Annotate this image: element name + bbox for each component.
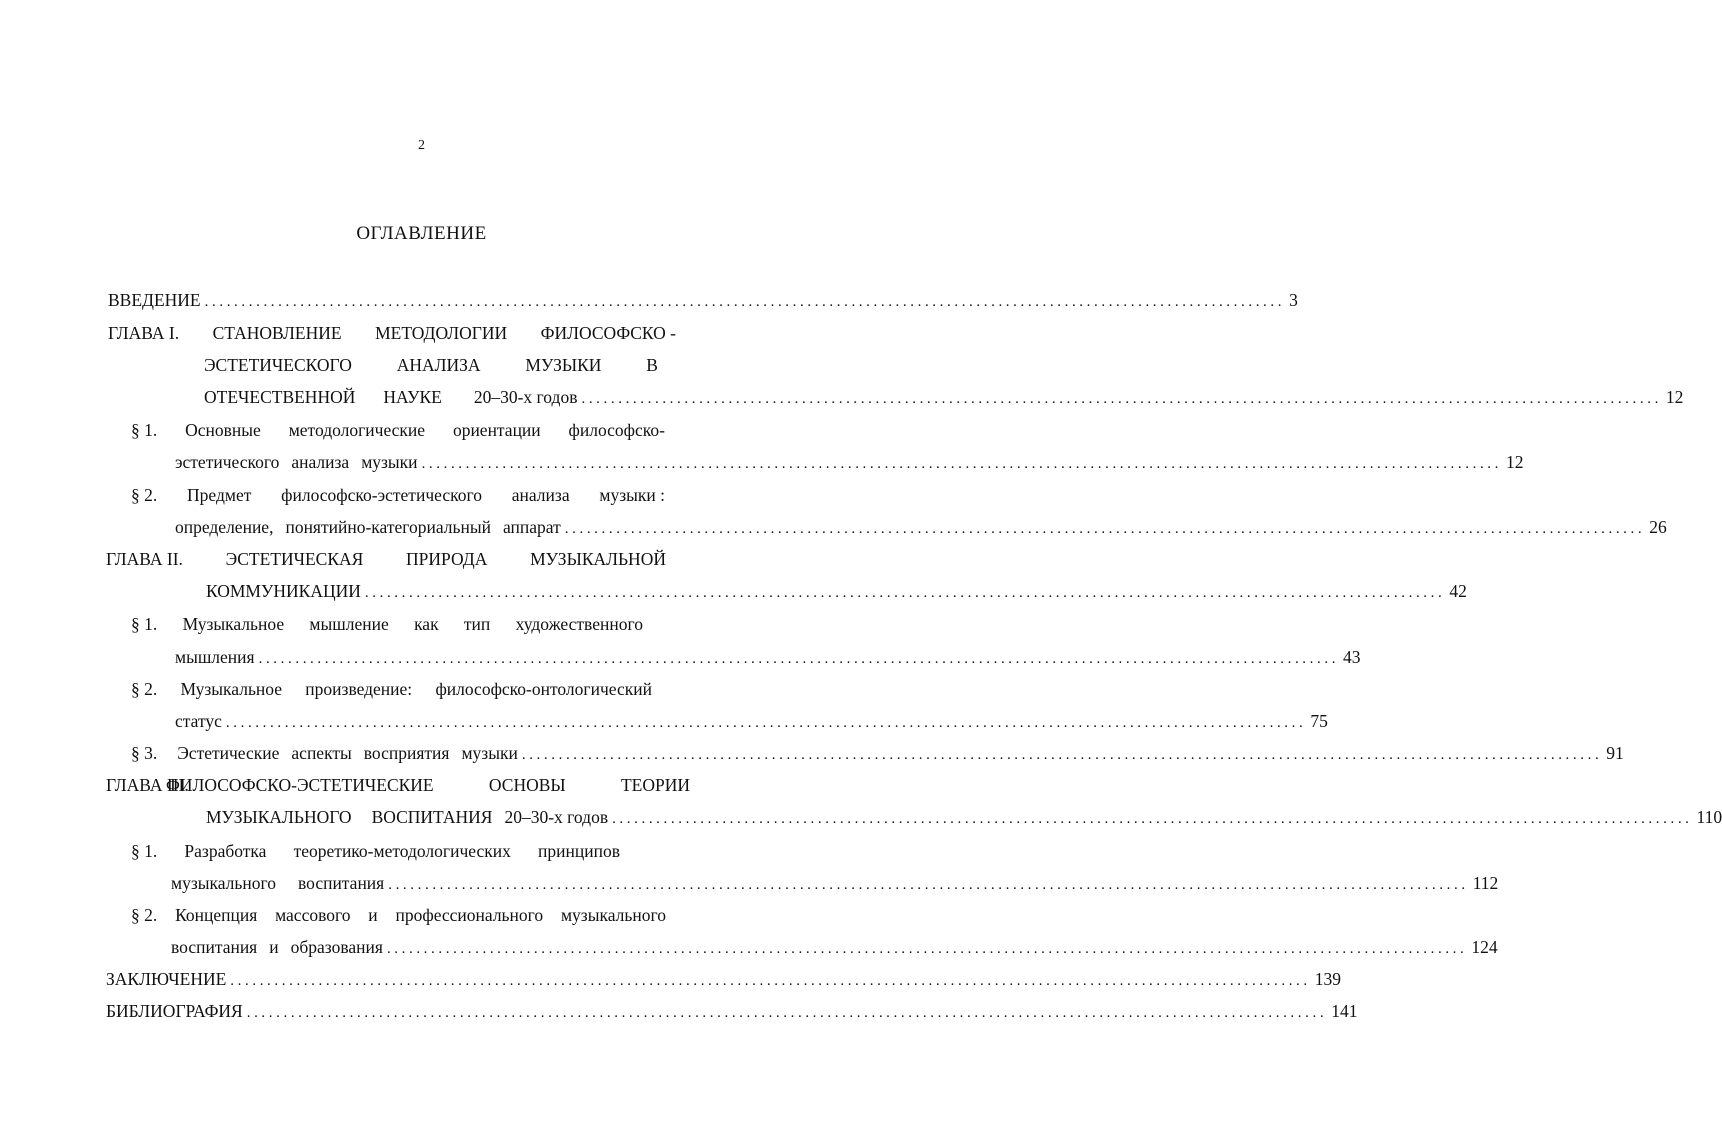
toc-word: В (646, 355, 658, 375)
toc-word: философско-эстетического (281, 485, 482, 505)
toc-entry-label: § 3. Эстетические аспекты восприятия музыки (131, 743, 518, 763)
leader-dots: ................................................................................................................................................... (230, 973, 1311, 989)
toc-word: ЭСТЕТИЧЕСКАЯ (225, 549, 364, 569)
toc-word: музыки : (599, 485, 665, 505)
toc-page-number: 112 (1472, 873, 1499, 893)
toc-page-number: 124 (1471, 937, 1498, 957)
leader-dots: ................................................................................................................................................... (564, 521, 1646, 537)
toc-word: ПРИРОДА (406, 549, 488, 569)
toc-section-3-2-line-2 (171, 936, 1498, 958)
toc-entry-bibliography (106, 1000, 1358, 1022)
toc-word: МЕТОДОЛОГИИ (375, 323, 508, 343)
section-number: § 1. (131, 420, 158, 440)
toc-entry-label: ЗАКЛЮЧЕНИЕ (106, 969, 227, 989)
toc-chapter-1-line-1 (108, 322, 676, 344)
section-number: § 2. (131, 485, 158, 505)
toc-word: методологические (288, 420, 426, 440)
toc-entry-label: МУЗЫКАЛЬНОГО ВОСПИТАНИЯ 20–30-х годов (206, 807, 609, 827)
toc-section-2-2-line-1 (131, 678, 652, 700)
leader-dots: ................................................................................................................................................... (364, 585, 1446, 601)
toc-page-number: 12 (1506, 452, 1524, 472)
toc-section-2-2-line-2 (175, 710, 1328, 732)
toc-word: ориентации (452, 420, 541, 440)
toc-word: профессионального (395, 905, 544, 925)
toc-word: ОСНОВЫ (488, 775, 566, 795)
toc-section-1-2-line-2 (175, 516, 1667, 538)
toc-word: ФИЛОСОФСКО-ЭСТЕТИЧЕСКИЕ (166, 775, 434, 795)
toc-entry-label: музыкального воспитания (171, 873, 385, 893)
toc-entry-label: воспитания и образования (171, 937, 383, 957)
toc-page-number: 139 (1314, 969, 1341, 989)
toc-page-number: 12 (1665, 387, 1684, 407)
toc-section-2-1-line-1 (131, 613, 643, 635)
leader-dots: ................................................................................................................................................... (521, 747, 1603, 763)
toc-page-number: 26 (1649, 517, 1667, 537)
toc-word: массового (275, 905, 351, 925)
toc-entry-label: статус (175, 711, 222, 731)
toc-entry-label: КОММУНИКАЦИИ (206, 581, 361, 601)
toc-word: философско- (568, 420, 665, 440)
toc-chapter-3-line-1 (106, 774, 690, 796)
toc-chapter-2-line-2 (206, 580, 1467, 602)
leader-dots: ................................................................................................................................................... (258, 651, 1340, 667)
toc-word: Основные (185, 420, 261, 440)
section-number: § 1. (131, 841, 158, 861)
toc-word: тип (463, 614, 491, 634)
toc-page-number: 3 (1289, 290, 1298, 310)
toc-entry-introduction (108, 289, 1298, 311)
toc-word: ТЕОРИИ (620, 775, 690, 795)
toc-page-number: 75 (1310, 711, 1328, 731)
toc-page-number: 43 (1343, 647, 1361, 667)
chapter-number: ГЛАВА III. (106, 775, 189, 795)
toc-word: художественного (515, 614, 643, 634)
toc-word: Музыкальное (180, 679, 283, 699)
leader-dots: ................................................................................................................................................... (581, 391, 1662, 407)
toc-section-2-1-line-2 (175, 646, 1361, 668)
toc-word: Предмет (187, 485, 252, 505)
toc-word: АНАЛИЗА (396, 355, 481, 375)
toc-word: как (414, 614, 439, 634)
toc-chapter-1-line-2 (204, 354, 658, 376)
toc-section-1-1-line-1 (131, 419, 665, 441)
page-number: 2 (418, 138, 425, 153)
section-number: § 2. (131, 905, 158, 925)
toc-word: теоретико-методологических (293, 841, 511, 861)
leader-dots: ................................................................................................................................................... (204, 294, 1286, 310)
toc-section-1-2-line-1 (131, 484, 665, 506)
toc-page-number: 42 (1449, 581, 1467, 601)
toc-entry-label: эстетического анализа музыки (175, 452, 418, 472)
toc-chapter-1-line-3 (204, 386, 1684, 408)
toc-word: Разработка (184, 841, 267, 861)
toc-word: МУЗЫКАЛЬНОЙ (530, 549, 666, 569)
toc-entry-label: мышления (175, 647, 255, 667)
toc-word: и (368, 905, 378, 925)
toc-word: ЭСТЕТИЧЕСКОГО (204, 355, 352, 375)
toc-chapter-3-line-2 (206, 806, 1722, 828)
toc-entry-conclusion (106, 968, 1341, 990)
chapter-number: ГЛАВА II. (106, 549, 183, 569)
toc-entry-label: ВВЕДЕНИЕ (108, 290, 201, 310)
leader-dots: ................................................................................................................................................... (388, 877, 1469, 893)
page-title: ОГЛАВЛЕНИЕ (356, 223, 487, 244)
toc-section-3-1-line-2 (171, 872, 1499, 894)
toc-entry-label: БИБЛИОГРАФИЯ (106, 1001, 243, 1021)
toc-word: Концепция (175, 905, 258, 925)
leader-dots: ................................................................................................................................................... (386, 941, 1468, 957)
toc-page-number: 110 (1696, 807, 1722, 827)
toc-section-2-3 (131, 742, 1624, 764)
toc-section-3-2-line-1 (131, 904, 666, 926)
leader-dots: ................................................................................................................................................... (612, 811, 1693, 827)
toc-word: принципов (538, 841, 620, 861)
section-number: § 2. (131, 679, 158, 699)
toc-word: мышление (309, 614, 389, 634)
toc-word: анализа (511, 485, 570, 505)
toc-section-1-1-line-2 (175, 451, 1524, 473)
toc-word: МУЗЫКИ (525, 355, 602, 375)
leader-dots: ................................................................................................................................................... (225, 715, 1307, 731)
toc-page-number: 91 (1606, 743, 1624, 763)
toc-word: музыкального (560, 905, 666, 925)
toc-word: произведение: (305, 679, 413, 699)
toc-word: СТАНОВЛЕНИЕ (212, 323, 342, 343)
toc-word: Музыкальное (182, 614, 285, 634)
toc-chapter-2-line-1 (106, 548, 666, 570)
toc-entry-label: ОТЕЧЕСТВЕННОЙ НАУКЕ 20–30-х годов (204, 387, 578, 407)
leader-dots: ................................................................................................................................................... (421, 456, 1503, 472)
toc-word: философско-онтологический (435, 679, 652, 699)
toc-page-number: 141 (1331, 1001, 1358, 1021)
toc-section-3-1-line-1 (131, 840, 620, 862)
chapter-number: ГЛАВА I. (108, 323, 180, 343)
section-number: § 1. (131, 614, 158, 634)
toc-word: ФИЛОСОФСКО - (540, 323, 676, 343)
toc-entry-label: определение, понятийно-категориальный аппарат (175, 517, 561, 537)
leader-dots: ................................................................................................................................................... (246, 1005, 1328, 1021)
